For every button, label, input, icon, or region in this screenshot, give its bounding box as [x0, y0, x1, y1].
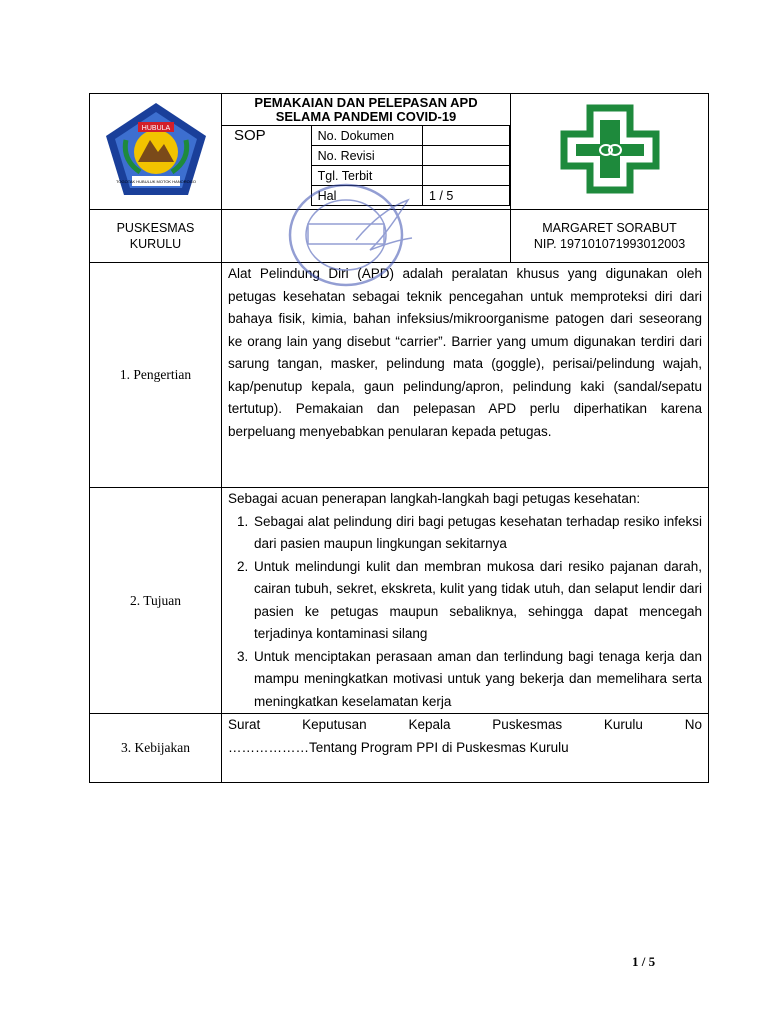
list-item: 2. Untuk melindungi kulit dan membran mukosa dari resiko pajanan darah, cairan tubuh, sekret, ekskreta, kulit yang tidak utuh, dan selaput lendir dari pasien ke petugas maupun sebaliknya, sehingga dapat mencegah terjadinya kontaminasi silang — [252, 556, 702, 646]
tujuan-intro: Sebagai acuan penerapan langkah-langkah bagi petugas kesehatan: — [228, 491, 641, 506]
section-label-tujuan: 2. Tujuan — [90, 488, 222, 714]
section-content-kebijakan — [222, 714, 709, 783]
meta-label: No. Dokumen — [311, 126, 422, 146]
head-nip: NIP. 197101071993012003 — [533, 237, 686, 251]
list-item: 1. Sebagai alat pelindung diri bagi petugas kesehatan terhadap resiko infeksi dari pasien maupun lingkungan sekitarnya — [252, 511, 702, 556]
list-item: 3. Untuk menciptakan perasaan aman dan terlindung bagi tenaga kerja dan mampu meningkatkan motivasi untuk yang bekerja dan memelihara serta meningkatkan keselamatan kerja — [252, 646, 702, 714]
meta-value: 1 / 5 — [423, 186, 510, 206]
meta-label: No. Revisi — [311, 146, 422, 166]
sop-label: SOP — [234, 127, 266, 144]
meta-value — [423, 166, 510, 186]
org-line-1: PUSKESMAS — [116, 221, 195, 235]
meta-label: Tgl. Terbit — [311, 166, 422, 186]
kebijakan-line-1: Surat Keputusan Kepala Puskesmas Kurulu No — [228, 717, 702, 732]
head-of-puskesmas-cell — [511, 210, 709, 263]
logo-right-cell — [511, 94, 709, 210]
title-line-2: SELAMA PANDEMI COVID-19 — [275, 109, 457, 124]
puskesmas-cross-icon — [560, 104, 660, 194]
logo-left-cell — [90, 94, 222, 210]
pengertian-text: Alat Pelindung Diri (APD) adalah peralatan khusus yang digunakan oleh petugas kesehatan sebagai teknik pencegahan untuk memproteksi diri dari bahaya fisik, kimia, bahan infeksius/mikroorganisme patogen dari seseorang ke orang lain yang disebut “carrier”. Barrier yang umum digunakan terdiri dari sarung tangan, masker, pelindung mata (goggle), perisai/pelindung wajah, kap/penutup kepala, gaun pelindung/apron, pelindung kaki (sandal/sepatu tertutup). Pemakaian dan pelepasan APD perlu diperhatikan karena berpeluang menyebabkan penularan kepada petugas. — [228, 266, 702, 439]
tujuan-list — [228, 511, 702, 714]
head-name: MARGARET SORABUT — [542, 221, 677, 235]
meta-label: Hal — [311, 186, 422, 206]
page-number: 1 / 5 — [632, 954, 656, 969]
document-title — [222, 94, 510, 126]
kebijakan-line-2: ………………Tentang Program PPI di Puskesmas Kurulu — [228, 739, 569, 755]
org-name-cell — [90, 210, 222, 263]
official-stamp-icon — [286, 180, 416, 290]
section-content-tujuan — [222, 488, 709, 714]
meta-value — [423, 146, 510, 166]
section-content-pengertian — [222, 263, 709, 488]
org-line-2: KURULU — [129, 237, 182, 251]
logo-left-text: HUBULA — [141, 125, 170, 132]
section-label-kebijakan: 3. Kebijakan — [90, 714, 222, 783]
regency-logo-icon — [102, 100, 210, 198]
section-label-pengertian: 1. Pengertian — [90, 263, 222, 488]
meta-value — [423, 126, 510, 146]
logo-left-caption: TOGOTAK HUBULUK MOTOK HANOROGO — [115, 179, 196, 184]
title-line-1: PEMAKAIAN DAN PELEPASAN APD — [254, 95, 478, 110]
